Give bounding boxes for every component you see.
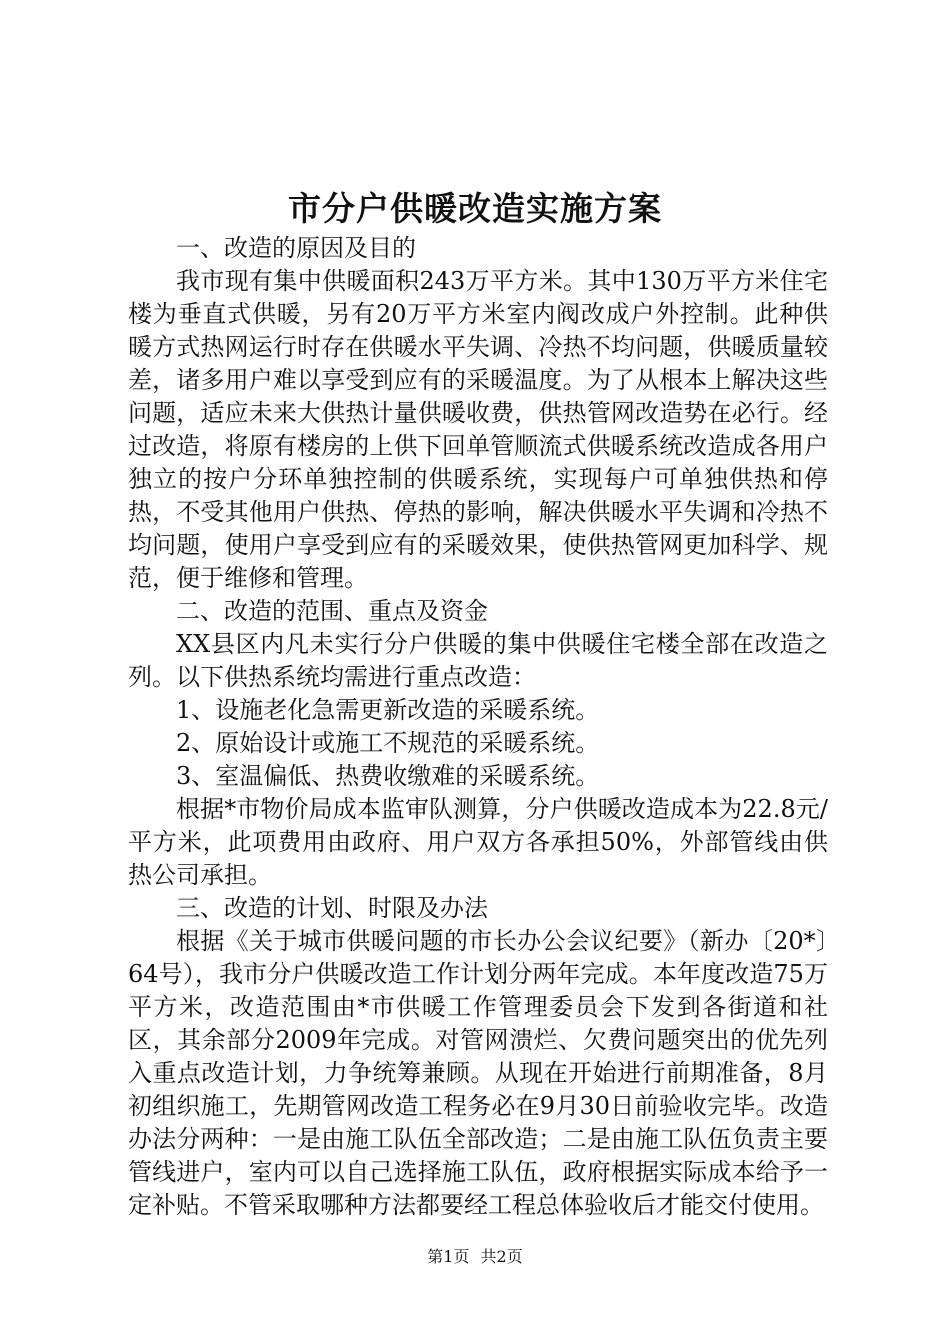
list-item-2: 2、原始设计或施工不规范的采暖系统。 bbox=[176, 729, 600, 757]
list-item-1: 1、设施老化急需更新改造的采暖系统。 bbox=[176, 696, 600, 724]
section-heading-3: 三、改造的计划、时限及办法 bbox=[176, 894, 488, 922]
list-item-3: 3、室温偏低、热费收缴难的采暖系统。 bbox=[176, 762, 600, 790]
paragraph-4: 根据《关于城市供暖问题的市长办公会议纪要》（新办〔20*〕64号），我市分户供暖改造工作计划分两年完成。本年度改造75万平方米，改造范围由*市供暖工作管理委员会下发到各街道和社区，其余部分2009年完成。对管网溃烂、欠费问题突出的优先列入重点改造计划，力争统筹兼顾。从现在开始进行前期准备，8月初组织施工，先期管网改造工程务必在9月30日前验收完毕。改造办法分两种：一是由施工队伍全部改造；二是由施工队伍负责主要管线进户，室内可以自己选择施工队伍，政府根据实际成本给予一定补贴。不管采取哪种方法都要经工程总体验收后才能交付使用。 bbox=[128, 927, 828, 1219]
paragraph-3: 根据*市物价局成本监审队测算，分户供暖改造成本为22.8元/平方米，此项费用由政府、用户双方各承担50%，外部管线由供热公司承担。 bbox=[128, 795, 828, 889]
paragraph-2: XX县区内凡未实行分户供暖的集中供暖住宅楼全部在改造之列。以下供热系统均需进行重点改造： bbox=[128, 630, 828, 691]
paragraph-1: 我市现有集中供暖面积243万平方米。其中130万平方米住宅楼为垂直式供暖，另有20万平方米室内阀改成户外控制。此种供暖方式热网运行时存在供暖水平失调、冷热不均问题，供暖质量较差，诸多用户难以享受到应有的采暖温度。为了从根本上解决这些问题，适应未来大供热计量供暖收费，供热管网改造势在必行。经过改造，将原有楼房的上供下回单管顺流式供暖系统改造成各用户独立的按户分环单独控制的供暖系统，实现每户可单独供热和停热，不受其他用户供热、停热的影响，解决供暖水平失调和冷热不均问题，使用户享受到应有的采暖效果，使供热管网更加科学、规范，便于维修和管理。 bbox=[128, 267, 828, 592]
page-number-current: 第1页 bbox=[427, 1247, 470, 1266]
document-body bbox=[128, 232, 828, 1222]
page-footer bbox=[0, 1246, 950, 1268]
section-heading-2: 二、改造的范围、重点及资金 bbox=[176, 597, 488, 625]
document-title: 市分户供暖改造实施方案 bbox=[288, 189, 662, 228]
page-number-total: 共2页 bbox=[480, 1247, 523, 1266]
section-heading-1: 一、改造的原因及目的 bbox=[176, 234, 416, 262]
